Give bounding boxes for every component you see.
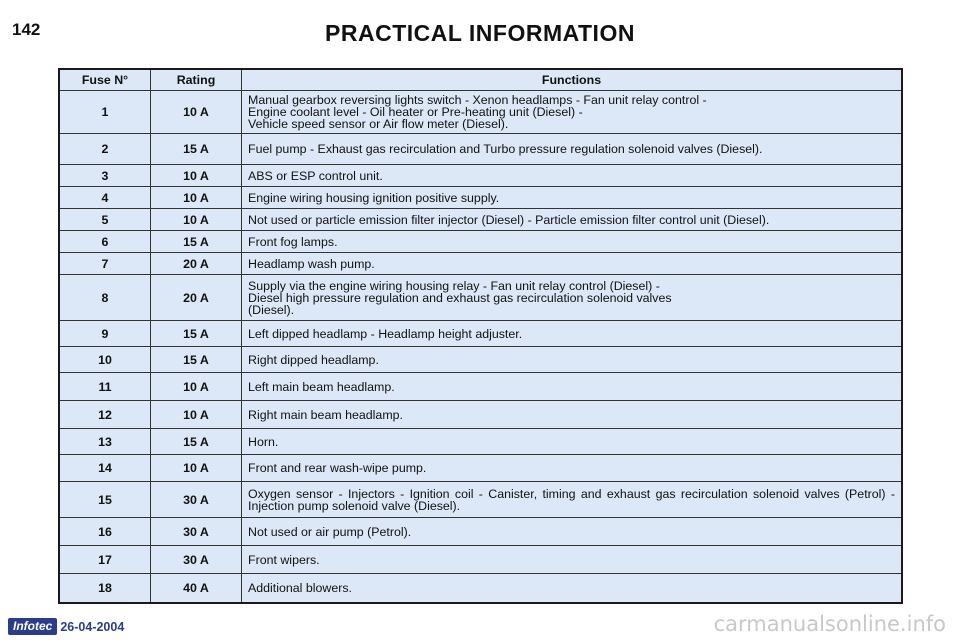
page-title: PRACTICAL INFORMATION bbox=[325, 20, 635, 46]
fuse-table bbox=[58, 68, 903, 604]
table-row bbox=[59, 347, 902, 373]
fuse-rating: 30 A bbox=[151, 518, 242, 546]
table-row bbox=[59, 574, 902, 603]
fuse-functions bbox=[242, 253, 903, 275]
fuse-number: 6 bbox=[59, 231, 151, 253]
fuse-functions bbox=[242, 187, 903, 209]
fuse-functions bbox=[242, 209, 903, 231]
fuse-functions bbox=[242, 275, 903, 321]
function-line: Engine wiring housing ignition positive supply. bbox=[248, 190, 500, 205]
fuse-functions bbox=[242, 91, 903, 134]
watermark: carmanualsonline.info bbox=[713, 612, 946, 636]
fuse-rating: 10 A bbox=[151, 209, 242, 231]
fuse-number: 8 bbox=[59, 275, 151, 321]
fuse-number: 3 bbox=[59, 165, 151, 187]
fuse-functions bbox=[242, 518, 903, 546]
function-line: Front and rear wash-wipe pump. bbox=[248, 461, 427, 475]
infotec-logo: Infotec bbox=[8, 618, 57, 635]
fuse-rating: 20 A bbox=[151, 253, 242, 275]
header-functions: Functions bbox=[242, 69, 903, 91]
fuse-number: 16 bbox=[59, 518, 151, 546]
fuse-functions bbox=[242, 347, 903, 373]
table-row bbox=[59, 134, 902, 165]
table-row bbox=[59, 429, 902, 455]
table-row bbox=[59, 253, 902, 275]
table-row bbox=[59, 231, 902, 253]
fuse-rating: 10 A bbox=[151, 455, 242, 482]
function-line: Fuel pump - Exhaust gas recirculation and Turbo pressure regulation solenoid valves (Diesel). bbox=[248, 142, 763, 156]
fuse-number: 17 bbox=[59, 546, 151, 574]
fuse-rating: 15 A bbox=[151, 429, 242, 455]
function-line: Not used or particle emission filter injector (Diesel) - Particle emission filter control unit (Diesel). bbox=[248, 212, 770, 227]
table-row bbox=[59, 275, 902, 321]
table-header-row bbox=[59, 69, 902, 91]
fuse-number: 2 bbox=[59, 134, 151, 165]
function-line: Right main beam headlamp. bbox=[248, 407, 403, 422]
table-row bbox=[59, 165, 902, 187]
table-row bbox=[59, 91, 902, 134]
fuse-functions bbox=[242, 574, 903, 603]
fuse-rating: 30 A bbox=[151, 482, 242, 518]
fuse-functions bbox=[242, 321, 903, 347]
fuse-functions bbox=[242, 373, 903, 401]
fuse-number: 11 bbox=[59, 373, 151, 401]
fuse-functions bbox=[242, 429, 903, 455]
table-row bbox=[59, 321, 902, 347]
fuse-number: 13 bbox=[59, 429, 151, 455]
function-line: Headlamp wash pump. bbox=[248, 256, 375, 271]
function-line: Front fog lamps. bbox=[248, 234, 338, 249]
fuse-functions bbox=[242, 455, 903, 482]
header-rating: Rating bbox=[151, 69, 242, 91]
function-line: Horn. bbox=[248, 434, 279, 449]
fuse-functions bbox=[242, 546, 903, 574]
function-line: ABS or ESP control unit. bbox=[248, 168, 383, 183]
fuse-rating: 10 A bbox=[151, 373, 242, 401]
function-line: Vehicle speed sensor or Air flow meter (Diesel). bbox=[248, 117, 509, 131]
fuse-functions bbox=[242, 482, 903, 518]
fuse-number: 15 bbox=[59, 482, 151, 518]
fuse-functions bbox=[242, 401, 903, 429]
function-line: Engine coolant level - Oil heater or Pre-heating unit (Diesel) - bbox=[248, 105, 583, 119]
fuse-number: 5 bbox=[59, 209, 151, 231]
function-line: Left main beam headlamp. bbox=[248, 379, 395, 394]
fuse-number: 18 bbox=[59, 574, 151, 603]
table-row bbox=[59, 518, 902, 546]
footer bbox=[8, 618, 124, 635]
fuse-rating: 15 A bbox=[151, 134, 242, 165]
function-line: Front wipers. bbox=[248, 552, 320, 567]
fuse-number: 12 bbox=[59, 401, 151, 429]
fuse-rating: 10 A bbox=[151, 91, 242, 134]
table-row bbox=[59, 401, 902, 429]
fuse-rating: 15 A bbox=[151, 347, 242, 373]
header-fuse-number: Fuse N° bbox=[59, 69, 151, 91]
fuse-number: 7 bbox=[59, 253, 151, 275]
fuse-rating: 15 A bbox=[151, 231, 242, 253]
function-line: Not used or air pump (Petrol). bbox=[248, 524, 412, 539]
footer-date: 26-04-2004 bbox=[60, 619, 125, 634]
table-row bbox=[59, 455, 902, 482]
function-line: (Diesel). bbox=[248, 302, 295, 317]
fuse-functions bbox=[242, 231, 903, 253]
table-row bbox=[59, 373, 902, 401]
fuse-rating: 30 A bbox=[151, 546, 242, 574]
function-line: Supply via the engine wiring housing relay - Fan unit relay control (Diesel) - bbox=[248, 278, 660, 293]
table-row bbox=[59, 482, 902, 518]
table-row bbox=[59, 546, 902, 574]
fuse-rating: 20 A bbox=[151, 275, 242, 321]
function-line: Manual gearbox reversing lights switch - Xenon headlamps - Fan unit relay control - bbox=[248, 93, 707, 107]
fuse-number: 14 bbox=[59, 455, 151, 482]
fuse-functions bbox=[242, 165, 903, 187]
fuse-rating: 10 A bbox=[151, 187, 242, 209]
function-line: Diesel high pressure regulation and exhaust gas recirculation solenoid valves bbox=[248, 290, 672, 305]
function-line: Left dipped headlamp - Headlamp height adjuster. bbox=[248, 326, 523, 341]
fuse-rows bbox=[59, 91, 902, 603]
fuse-rating: 40 A bbox=[151, 574, 242, 603]
fuse-number: 1 bbox=[59, 91, 151, 134]
function-line: Additional blowers. bbox=[248, 580, 353, 595]
function-line: Oxygen sensor - Injectors - Ignition coil - Canister, timing and exhaust gas recirculation solenoid valves (Petrol) - Injection pump solenoid valve (Diesel). bbox=[248, 486, 895, 513]
fuse-number: 4 bbox=[59, 187, 151, 209]
fuse-rating: 15 A bbox=[151, 321, 242, 347]
table-row bbox=[59, 209, 902, 231]
fuse-rating: 10 A bbox=[151, 401, 242, 429]
fuse-number: 10 bbox=[59, 347, 151, 373]
function-line: Right dipped headlamp. bbox=[248, 352, 379, 367]
fuse-number: 9 bbox=[59, 321, 151, 347]
table-row bbox=[59, 187, 902, 209]
fuse-rating: 10 A bbox=[151, 165, 242, 187]
fuse-functions bbox=[242, 134, 903, 165]
page-number: 142 bbox=[12, 20, 41, 39]
